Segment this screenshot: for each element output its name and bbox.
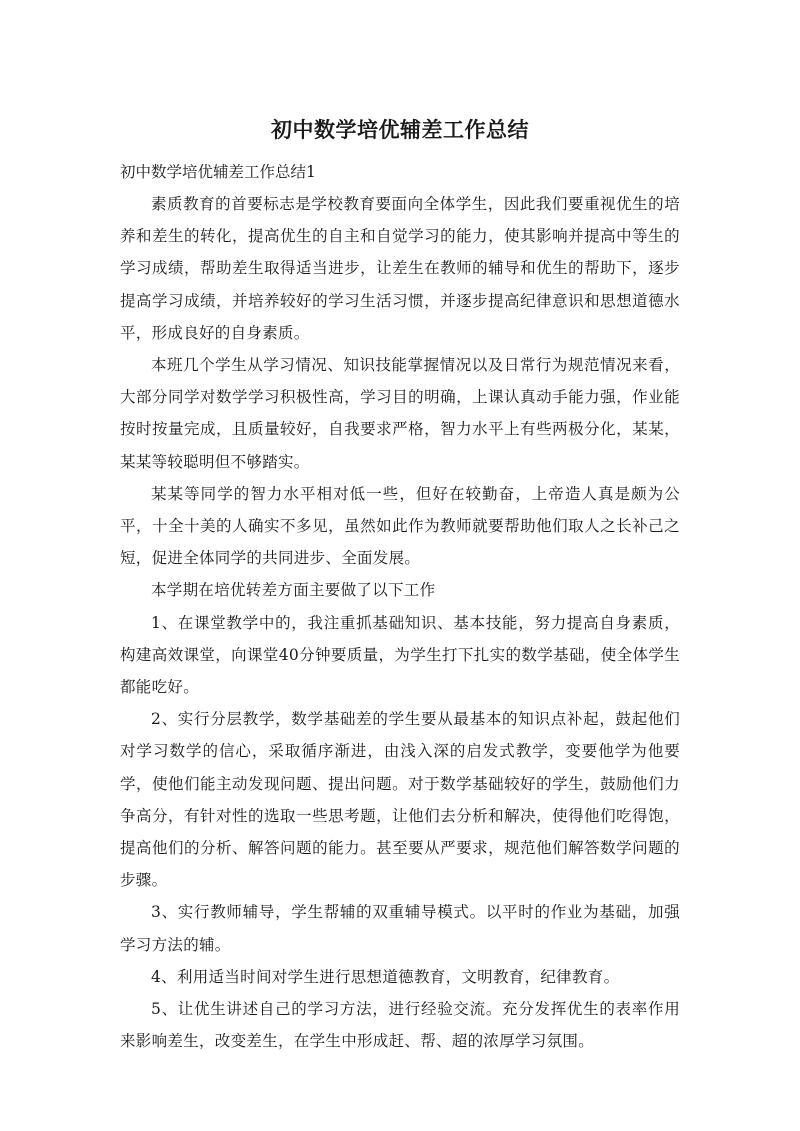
document-title: 初中数学培优辅差工作总结: [271, 118, 529, 142]
paragraph-work-intro: 本学期在培优转差方面主要做了以下工作: [151, 581, 436, 600]
paragraph-class-situation: 本班几个学生从学习情况、知识技能掌握情况以及日常行为规范情况来看，大部分同学对数学学习积极性高，学习目的明确，上课认真动手能力强，作业能按时按量完成，且质量较好，自我要求严格，智力水平上有些两极分化，某某，某某等较聪明但不够踏实。: [120, 356, 680, 471]
document-page: [120, 108, 680, 1057]
section-heading: 初中数学培优辅差工作总结1: [120, 163, 316, 181]
paragraph-item-1: 1、在课堂教学中的，我注重抓基础知识、基本技能，努力提高自身素质，构建高效课堂，向课堂40分钟要质量，为学生打下扎实的数学基础，使全体学生都能吃好。: [120, 613, 680, 697]
paragraph-item-4: 4、利用适当时间对学生进行思想道德教育，文明教育，纪律教育。: [151, 967, 620, 986]
paragraph-item-5: 5、让优生讲述自己的学习方法，进行经验交流。充分发挥优生的表率作用来影响差生，改变差生，在学生中形成赶、帮、超的浓厚学习氛围。: [120, 1000, 680, 1051]
paragraph-item-3: 3、实行教师辅导，学生帮辅的双重辅导模式。以平时的作业为基础，加强学习方法的辅。: [120, 903, 680, 954]
paragraph-intro: 素质教育的首要标志是学校教育要面向全体学生，因此我们要重视优生的培养和差生的转化，提高优生的自主和自觉学习的能力，使其影响并提高中等生的学习成绩，帮助差生取得适当进步，让差生在教师的辅导和优生的帮助下，逐步提高学习成绩，并培养较好的学习生活习惯，并逐步提高纪律意识和思想道德水平，形成良好的自身素质。: [120, 195, 680, 342]
paragraph-item-2: 2、实行分层教学，数学基础差的学生要从最基本的知识点补起，鼓起他们对学习数学的信心，采取循序渐进，由浅入深的启发式教学，变要他学为他要学，使他们能主动发现问题、提出问题。对于数学基础较好的学生，鼓励他们力争高分，有针对性的选取一些思考题，让他们去分析和解决，使得他们吃得饱，提高他们的分析、解答问题的能力。甚至要从严要求，规范他们解答数学问题的步骤。: [120, 710, 680, 890]
paragraph-weaker-students: 某某等同学的智力水平相对低一些，但好在较勤奋，上帝造人真是颇为公平，十全十美的人确实不多见，虽然如此作为教师就要帮助他们取人之长补己之短，促进全体同学的共同进步、全面发展。: [120, 484, 680, 568]
